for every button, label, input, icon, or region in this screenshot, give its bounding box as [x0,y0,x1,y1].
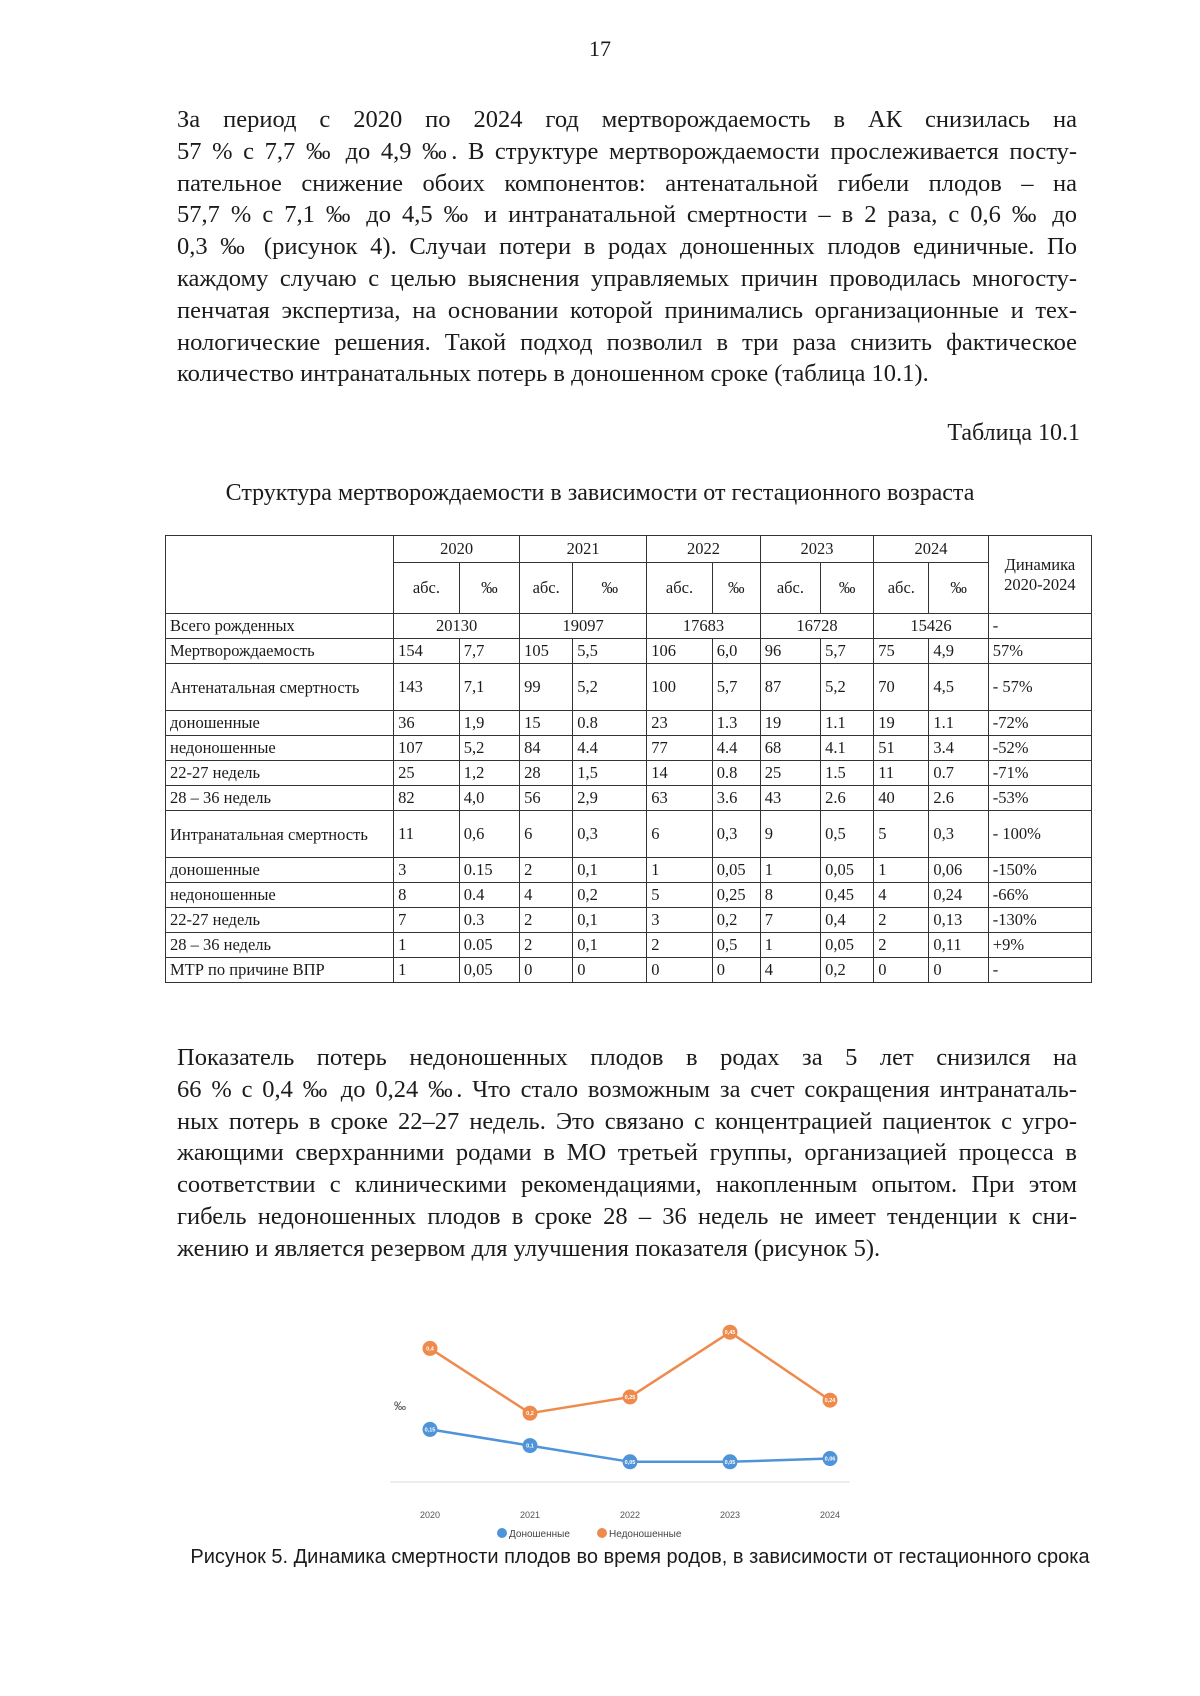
value-cell: 106 [647,639,713,664]
paragraph1-line: пательное снижение обоих компонентов: антенатальной гибели плодов – на [177,169,1077,197]
dynamics-cell: -66% [988,883,1091,908]
legend-marker [597,1528,607,1538]
data-label: 0,15 [424,1427,436,1434]
table-row [166,883,1092,908]
value-cell: 5,7 [712,664,760,711]
value-cell: 0,1 [573,908,647,933]
value-cell: 5,2 [821,664,874,711]
value-cell: 4.1 [821,736,874,761]
row-label: МТР по причине ВПР [166,958,394,983]
table-label: Таблица 10.1 [947,420,1080,446]
paragraph1-line: 0,3 ‰ (рисунок 4). Случаи потери в родах доношенных плодов единичные. По [177,233,1077,261]
row-label: Антенатальная смертность [166,664,394,711]
value-cell: 25 [394,761,460,786]
value-cell: 51 [874,736,929,761]
value-cell: 0,13 [929,908,988,933]
row-label: Интранатальная смертность [166,811,394,858]
paragraph1-line: нологические решения. Такой подход позволил в три раза снизить фактическое [177,328,1077,356]
row-label: доношенные [166,858,394,883]
row-label: 22-27 недель [166,908,394,933]
value-cell: 63 [647,786,713,811]
value-cell: 5 [647,883,713,908]
table-row [166,639,1092,664]
value-cell: 1.1 [929,711,988,736]
value-cell: 2 [874,908,929,933]
value-cell: 0,06 [929,858,988,883]
value-cell: 0,05 [821,858,874,883]
value-cell: 5 [874,811,929,858]
paragraph2-line: соответствии с клиническими рекомендациями, накопленным опытом. При этом [177,1171,1077,1199]
value-cell: 0.3 [459,908,519,933]
value-cell: 9 [760,811,820,858]
row-label: Мертворождаемость [166,639,394,664]
figure-caption: Рисунок 5. Динамика смертности плодов во время родов, в зависимости от гестационного срока [190,1546,1090,1568]
table-abs-header: абс. [874,563,929,614]
x-tick-label: 2024 [819,1510,841,1520]
value-cell: 3.4 [929,736,988,761]
table-permille-header: ‰ [929,563,988,614]
value-cell: 0,3 [712,811,760,858]
value-cell: 7 [394,908,460,933]
value-cell: 4,0 [459,786,519,811]
value-cell: 105 [520,639,573,664]
paragraph2-line: жающими сверхранними родами в МО третьей группы, организацией процесса в [177,1139,1077,1167]
value-cell: 82 [394,786,460,811]
value-cell: 0.4 [459,883,519,908]
stillbirth-structure-table [165,535,1092,983]
value-cell: 43 [760,786,820,811]
value-cell: 1.1 [821,711,874,736]
value-cell: 87 [760,664,820,711]
value-cell: 7 [760,908,820,933]
value-cell: 0 [929,958,988,983]
value-cell: 0.15 [459,858,519,883]
table-title: Структура мертворождаемости в зависимости от гестационного возраста [225,480,975,506]
table-permille-header: ‰ [459,563,519,614]
value-cell: 99 [520,664,573,711]
value-cell: 5,5 [573,639,647,664]
value-cell: 77 [647,736,713,761]
row-label: 22-27 недель [166,761,394,786]
value-cell: 4,9 [929,639,988,664]
value-cell: 1,5 [573,761,647,786]
value-cell: 8 [760,883,820,908]
dynamics-cell: - [988,614,1091,639]
value-cell: 4,5 [929,664,988,711]
table-year-header: 2023 [760,536,874,563]
value-cell: 0,5 [712,933,760,958]
paragraph1-line: пенчатая экспертиза, на основании которой принимались организационные и тех- [177,296,1077,324]
value-cell: 6,0 [712,639,760,664]
table-abs-header: абс. [520,563,573,614]
table-permille-header: ‰ [573,563,647,614]
paragraph-stillbirth-summary [177,104,1077,390]
value-cell: 25 [760,761,820,786]
value-cell: 1 [760,858,820,883]
dynamics-cell: - 57% [988,664,1091,711]
paragraph-preterm-losses [177,1042,1077,1265]
row-label: недоношенные [166,883,394,908]
value-cell: 19 [874,711,929,736]
x-tick-label: 2020 [419,1510,441,1520]
row-label: 28 – 36 недель [166,786,394,811]
value-cell: 4 [874,883,929,908]
total-births-cell: 19097 [520,614,647,639]
data-label: 0,1 [526,1443,534,1450]
value-cell: 0 [874,958,929,983]
value-cell: 23 [647,711,713,736]
value-cell: 3 [394,858,460,883]
value-cell: 2 [647,933,713,958]
value-cell: 0,2 [821,958,874,983]
page-number: 17 [589,36,611,61]
data-label: 0,2 [526,1411,534,1418]
paragraph1-line: количество интранатальных потерь в доношенном сроке (таблица 10.1). [177,360,929,388]
dynamics-cell: - 100% [988,811,1091,858]
value-cell: 75 [874,639,929,664]
value-cell: 6 [647,811,713,858]
value-cell: 0 [520,958,573,983]
paragraph1-line: каждому случаю с целью выяснения управляемых причин проводилась многосту- [177,264,1077,292]
dynamics-cell: -71% [988,761,1091,786]
value-cell: 3 [647,908,713,933]
data-label: 0,05 [624,1459,636,1466]
value-cell: 1 [874,858,929,883]
x-tick-label: 2023 [719,1510,741,1520]
table-year-header: 2024 [874,536,989,563]
table-year-header: 2020 [394,536,520,563]
dynamics-cell: -72% [988,711,1091,736]
table-abs-header: абс. [647,563,713,614]
table-row [166,786,1092,811]
paragraph2-line: 66 % с 0,4 ‰ до 0,24 ‰. Что стало возможным за счет сокращения интранаталь- [177,1075,1077,1103]
value-cell: 5,2 [459,736,519,761]
table-row [166,614,1092,639]
table-row [166,761,1092,786]
value-cell: 0,05 [821,933,874,958]
value-cell: 8 [394,883,460,908]
value-cell: 2 [520,858,573,883]
table-permille-header: ‰ [712,563,760,614]
value-cell: 11 [394,811,460,858]
value-cell: 0 [647,958,713,983]
value-cell: 14 [647,761,713,786]
total-births-cell: 15426 [874,614,989,639]
value-cell: 28 [520,761,573,786]
value-cell: 0,2 [573,883,647,908]
paragraph1-line: За период с 2020 по 2024 год мертворождаемость в АК снизилась на [177,106,1077,133]
value-cell: 0,24 [929,883,988,908]
x-tick-label: 2021 [519,1510,541,1520]
paragraph2-line: Показатель потерь недоношенных плодов в родах за 5 лет снизился на [177,1044,1077,1071]
table-row [166,958,1092,983]
value-cell: 15 [520,711,573,736]
value-cell: 2,9 [573,786,647,811]
value-cell: 1.5 [821,761,874,786]
value-cell: 36 [394,711,460,736]
value-cell: 7,7 [459,639,519,664]
value-cell: 0,1 [573,933,647,958]
total-births-cell: 17683 [647,614,761,639]
value-cell: 3.6 [712,786,760,811]
value-cell: 6 [520,811,573,858]
value-cell: 0,11 [929,933,988,958]
paragraph2-line: гибель недоношенных плодов в сроке 28 – 36 недель не имеет тенденции к сни- [177,1202,1077,1230]
value-cell: 2 [520,908,573,933]
table-year-header: 2021 [520,536,647,563]
total-births-cell: 16728 [760,614,874,639]
value-cell: 56 [520,786,573,811]
value-cell: 40 [874,786,929,811]
table-row [166,908,1092,933]
value-cell: 4 [520,883,573,908]
value-cell: 0,2 [712,908,760,933]
table-row [166,711,1092,736]
legend-label: Доношенные [509,1529,570,1540]
value-cell: 143 [394,664,460,711]
value-cell: 0.8 [712,761,760,786]
value-cell: 1 [760,933,820,958]
table-corner-cell [166,536,394,614]
total-births-cell: 20130 [394,614,520,639]
paragraph1-line: 57,7 % с 7,1 ‰ до 4,5 ‰ и интранатальной смертности – в 2 раза, с 0,6 ‰ до [177,201,1077,229]
legend-label: Недоношенные [609,1529,682,1540]
table-abs-header: абс. [394,563,460,614]
value-cell: 11 [874,761,929,786]
paragraph1-line: 57 % с 7,7 ‰ до 4,9 ‰. В структуре мертворождаемости прослеживается посту- [177,137,1077,165]
value-cell: 100 [647,664,713,711]
row-label: 28 – 36 недель [166,933,394,958]
table-row [166,933,1092,958]
value-cell: 84 [520,736,573,761]
value-cell: 19 [760,711,820,736]
value-cell: 96 [760,639,820,664]
value-cell: 5,2 [573,664,647,711]
dynamics-cell: -53% [988,786,1091,811]
data-label: 0,4 [426,1346,434,1353]
dynamics-cell: -52% [988,736,1091,761]
table-row [166,664,1092,711]
table-row [166,858,1092,883]
value-cell: 4.4 [573,736,647,761]
dynamics-cell: +9% [988,933,1091,958]
table-dynamics-header [988,536,1091,614]
data-label: 0,25 [624,1395,636,1401]
x-tick-label: 2022 [619,1510,641,1520]
value-cell: 4.4 [712,736,760,761]
table-header-row [166,536,1092,563]
table-row [166,736,1092,761]
data-label: 0,05 [724,1459,736,1466]
row-label: доношенные [166,711,394,736]
dynamics-cell: -130% [988,908,1091,933]
value-cell: 0,3 [929,811,988,858]
value-cell: 1 [394,933,460,958]
value-cell: 1 [647,858,713,883]
value-cell: 68 [760,736,820,761]
table-abs-header: абс. [760,563,820,614]
value-cell: 2 [874,933,929,958]
value-cell: 70 [874,664,929,711]
value-cell: 154 [394,639,460,664]
table-year-header: 2022 [647,536,761,563]
value-cell: 0 [712,958,760,983]
value-cell: 2.6 [821,786,874,811]
value-cell: 0,05 [712,858,760,883]
value-cell: 4 [760,958,820,983]
data-label: 0,06 [824,1456,836,1463]
value-cell: 2 [520,933,573,958]
value-cell: 1 [394,958,460,983]
value-cell: 1.3 [712,711,760,736]
value-cell: 0,1 [573,858,647,883]
legend-marker [497,1528,507,1538]
value-cell: 5,7 [821,639,874,664]
dynamics-cell: 57% [988,639,1091,664]
value-cell: 0,3 [573,811,647,858]
value-cell: 0,6 [459,811,519,858]
value-cell: 0,5 [821,811,874,858]
dynamics-cell: -150% [988,858,1091,883]
value-cell: 2.6 [929,786,988,811]
value-cell: 0 [573,958,647,983]
row-label: Всего рожденных [166,614,394,639]
data-label: 0,24 [824,1398,836,1405]
table-permille-header: ‰ [821,563,874,614]
paragraph2-line: ных потерь в сроке 22–27 недель. Это связано с концентрацией пациенток с угро- [177,1107,1077,1135]
value-cell: 107 [394,736,460,761]
value-cell: 0.7 [929,761,988,786]
dynamics-header-line: 2020-2024 [1004,574,1076,594]
y-axis-label: ‰ [394,1399,406,1413]
value-cell: 1,9 [459,711,519,736]
value-cell: 0.05 [459,933,519,958]
row-label: недоношенные [166,736,394,761]
data-label: 0,45 [724,1330,736,1337]
value-cell: 0.8 [573,711,647,736]
dynamics-header-line: Динамика [1004,554,1076,574]
paragraph2-line: жению и является резервом для улучшения показателя (рисунок 5). [177,1234,881,1262]
value-cell: 7,1 [459,664,519,711]
dynamics-cell: - [988,958,1091,983]
value-cell: 0,25 [712,883,760,908]
value-cell: 1,2 [459,761,519,786]
value-cell: 0,4 [821,908,874,933]
intrapartum-mortality-chart [380,1290,860,1540]
value-cell: 0,05 [459,958,519,983]
value-cell: 0,45 [821,883,874,908]
table-row [166,811,1092,858]
